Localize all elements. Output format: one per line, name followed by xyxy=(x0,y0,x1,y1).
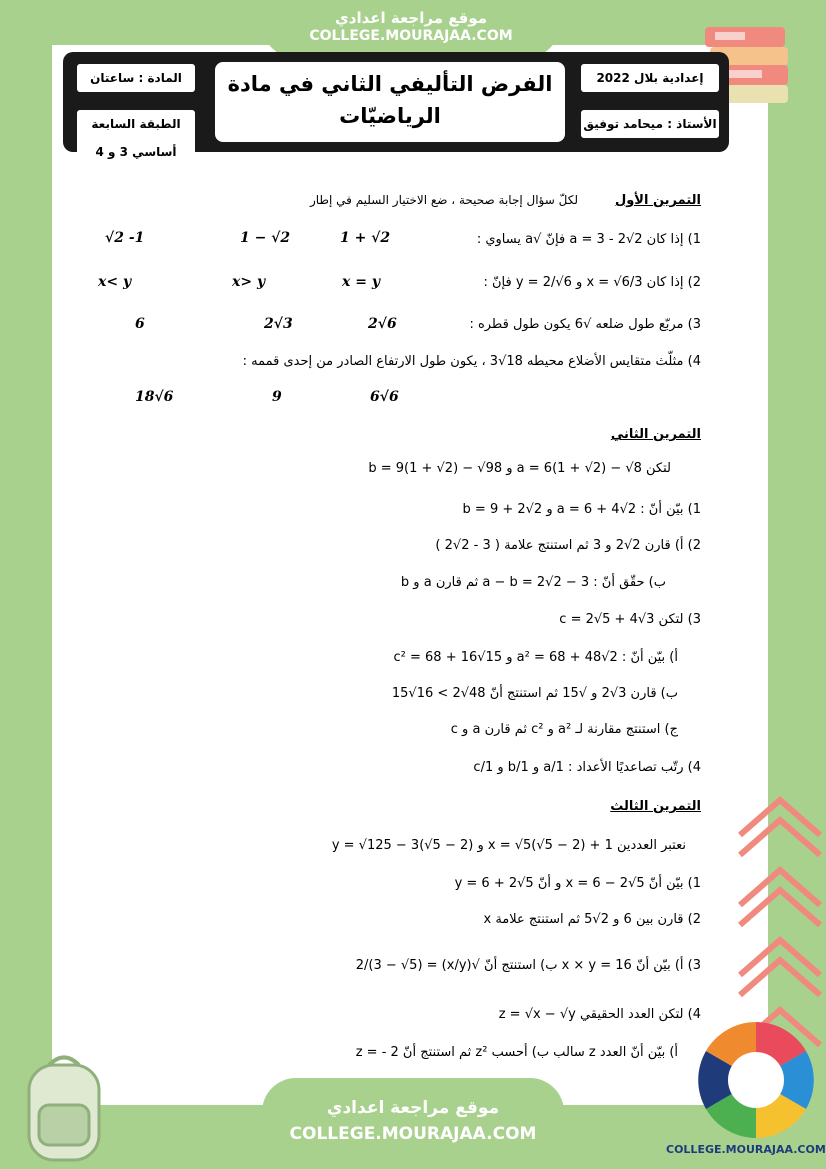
ex1-q4: 4) مثلّث متقايس الأضلاع محيطه 18√3 ، يكون طول الارتفاع الصادر من إحدى قممه : xyxy=(242,354,701,369)
top-watermark-url[interactable]: COLLEGE.MOURAJAA.COM xyxy=(309,28,513,44)
ex1-q1-opt2[interactable]: 1 − √2 xyxy=(240,230,291,246)
ex1-q3-opt1[interactable]: 2√6 xyxy=(368,316,397,332)
ex1-q2: 2) إذا كان x = √6/3 و y = 2/√6 فإنّ : xyxy=(483,275,701,290)
ex2-line7: ج) استنتج مقارنة لـ a² و c² ثم قارن a و c xyxy=(450,722,678,737)
ex1-q4-opt1[interactable]: 6√6 xyxy=(370,389,399,405)
ex1-q2-opt3[interactable]: x< y xyxy=(98,274,132,290)
backpack-icon xyxy=(14,1050,114,1165)
ex1-q3: 3) مربّع طول ضلعه √6 يكون طول قطره : xyxy=(469,317,701,332)
ex3-line4: 4) لتكن العدد الحقيقي z = √x − √y xyxy=(498,1007,701,1022)
ex2-line1: 1) بيّن أنّ : a = 6 + 4√2 و b = 9 + 2√2 xyxy=(462,502,701,517)
subject-box: المادة : ساعتان xyxy=(77,64,195,92)
ex1-q1-opt1[interactable]: 1 + √2 xyxy=(340,230,391,246)
ex1-title: التمرين الأول xyxy=(614,193,701,208)
teacher-box: الأستاذ : ميحامد توفيق xyxy=(581,110,719,138)
ex1-q1: 1) إذا كان a = 3 - 2√2 فإنّ √a يساوي : xyxy=(476,232,701,247)
ex3-line3: 3) أ) بيّن أنّ x × y = 16 ب) استنتج أنّ √(x/y) = (3 − √5)/2 xyxy=(355,958,701,973)
ex2-title: التمرين الثاني xyxy=(610,427,701,442)
ex2-line8: 4) رتّب تصاعديًا الأعداد : 1/a و 1/b و 1/c xyxy=(473,760,701,775)
ex1-q4-opt2[interactable]: 9 xyxy=(272,389,282,405)
ex1-q2-opt1[interactable]: x = y xyxy=(342,274,380,290)
ex2-line3: ب) حقّق أنّ : a − b = 2√2 − 3 ثم قارن a و b xyxy=(400,575,666,590)
ex3-line5: أ) بيّن أنّ العدد z سالب ب) أحسب z² ثم استنتج أنّ z = - 2 xyxy=(355,1045,678,1060)
ex3-line1: 1) بيّن أنّ x = 6 − 2√5 و أنّ y = 6 + 2√5 xyxy=(454,876,701,891)
ex1-q2-opt2[interactable]: x> y xyxy=(232,274,266,290)
ex1-instruction: لكلّ سؤال إجابة صحيحة ، ضع الاختيار السليم في إطار xyxy=(309,193,578,207)
logo-url[interactable]: COLLEGE.MOURAJAA.COM xyxy=(666,1143,826,1156)
top-watermark xyxy=(262,0,560,58)
ex1-q4-opt3[interactable]: 18√6 xyxy=(135,389,174,405)
ex3-title: التمرين الثالث xyxy=(610,799,701,814)
exam-title xyxy=(215,62,565,142)
level-box: الطبقة السابعة أساسي 3 و 4 xyxy=(77,110,195,166)
bottom-watermark-url[interactable]: COLLEGE.MOURAJAA.COM xyxy=(289,1124,537,1144)
bottom-watermark xyxy=(262,1078,564,1169)
ex3-line2: 2) قارن بين 6 و 2√5 ثم استنتج علامة x xyxy=(483,912,701,927)
exam-header xyxy=(63,52,729,159)
school-box: إعدادية بلال 2022 xyxy=(581,64,719,92)
exam-title-line1: الفرض التأليفي الثاني في مادة xyxy=(227,72,553,96)
exam-title-line2: الرياضيّات xyxy=(339,104,441,128)
ex2-line6: ب) قارن 3√2 و √15 ثم استنتج أنّ 48√2 > 16√15 xyxy=(391,686,678,701)
ex3-given: نعتبر العددين x = √5(√5 − 2) + 1 و y = √125 − 3(√5 − 2) xyxy=(331,838,686,853)
top-watermark-arabic: موقع مراجعة اعدادي xyxy=(335,9,487,27)
bottom-watermark-arabic: موقع مراجعة اعدادي xyxy=(326,1098,500,1118)
ex2-line4: 3) لتكن c = 2√5 + 4√3 xyxy=(559,612,701,627)
ex2-line2: 2) أ) قارن 2√2 و 3 ثم استنتج علامة ( 3 - 2√2 ) xyxy=(435,538,701,553)
ex2-line5: أ) بيّن أنّ : a² = 68 + 48√2 و c² = 68 + 16√15 xyxy=(393,650,678,665)
ex1-q3-opt2[interactable]: 2√3 xyxy=(264,316,293,332)
ex1-q3-opt3[interactable]: 6 xyxy=(135,316,145,332)
ex2-given: لتكن a = 6(1 + √2) − √8 و b = 9(1 + √2) − √98 xyxy=(368,461,671,476)
site-logo-icon xyxy=(696,1020,816,1140)
ex1-q1-opt3[interactable]: √2 -1 xyxy=(105,230,145,246)
